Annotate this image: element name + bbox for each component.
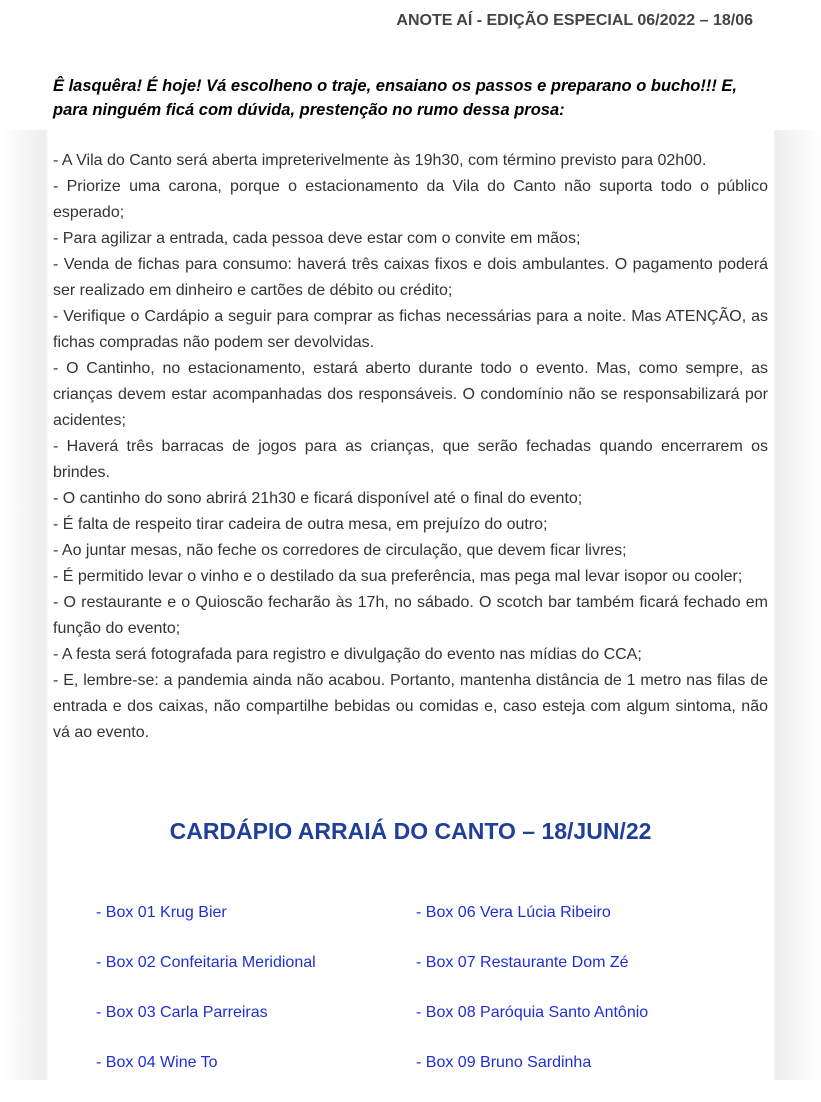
- menu-title: CARDÁPIO ARRAIÁ DO CANTO – 18/JUN/22: [169, 818, 652, 844]
- rule-item: - Para agilizar a entrada, cada pessoa deve estar com o convite em mãos;: [53, 230, 581, 247]
- rule-item: - O Cantinho, no estacionamento, estará aberto durante todo o evento. Mas, como sempre, as crianças devem estar acompanhadas dos responsáveis. O condomínio não se responsabilizará por acidentes;: [53, 360, 768, 429]
- rule-item: - E, lembre-se: a pandemia ainda não acabou. Portanto, mantenha distância de 1 metro nas filas de entrada e dos caixas, não compartilhe bebidas ou comidas e, caso esteja com algum sintoma, não vá ao evento.: [53, 672, 768, 741]
- rule-item: - O cantinho do sono abrirá 21h30 e ficará disponível até o final do evento;: [53, 490, 583, 507]
- menu-box-link[interactable]: - Box 02 Confeitaria Meridional: [96, 954, 316, 971]
- rule-item: - O restaurante e o Quioscão fecharão às 17h, no sábado. O scotch bar também ficará fechado em função do evento;: [53, 594, 768, 637]
- menu-column-right: [416, 902, 648, 1102]
- rule-item: - Ao juntar mesas, não feche os corredores de circulação, que devem ficar livres;: [53, 542, 627, 559]
- rule-item: - A festa será fotografada para registro e divulgação do evento nas mídias do CCA;: [53, 646, 642, 663]
- menu-box-link[interactable]: - Box 01 Krug Bier: [96, 904, 227, 921]
- rule-item: - Priorize uma carona, porque o estacionamento da Vila do Canto não suporta todo o público esperado;: [53, 178, 768, 221]
- rule-item: - A Vila do Canto será aberta impreterivelmente às 19h30, com término previsto para 02h00.: [53, 152, 707, 169]
- intro-text: Ê lasquêra! É hoje! Vá escolheno o traje, ensaiano os passos e preparano o bucho!!! E, para ninguém ficá com dúvida, prestenção no rumo dessa prosa:: [53, 77, 738, 119]
- menu-box-link[interactable]: - Box 06 Vera Lúcia Ribeiro: [416, 904, 611, 921]
- menu-box-link[interactable]: - Box 04 Wine To: [96, 1054, 218, 1071]
- menu-box-link[interactable]: - Box 03 Carla Parreiras: [96, 1004, 268, 1021]
- newsletter-page: [48, 0, 773, 1080]
- rules-list: [53, 148, 768, 746]
- rule-item: - Haverá três barracas de jogos para as crianças, que serão fechadas quando encerrarem os brindes.: [53, 438, 768, 481]
- menu-box-link[interactable]: - Box 09 Bruno Sardinha: [416, 1054, 592, 1071]
- rule-item: - É permitido levar o vinho e o destilado da sua preferência, mas pega mal levar isopor ou cooler;: [53, 568, 743, 585]
- menu-column-left: [96, 902, 316, 1102]
- rule-item: - É falta de respeito tirar cadeira de outra mesa, em prejuízo do outro;: [53, 516, 548, 533]
- rule-item: - Venda de fichas para consumo: haverá três caixas fixos e dois ambulantes. O pagamento poderá ser realizado em dinheiro e cartões de débito ou crédito;: [53, 256, 768, 299]
- rule-item: - Verifique o Cardápio a seguir para comprar as fichas necessárias para a noite. Mas ATENÇÃO, as fichas compradas não podem ser devolvidas.: [53, 308, 768, 351]
- menu-box-link[interactable]: - Box 07 Restaurante Dom Zé: [416, 954, 629, 971]
- edition-header: ANOTE AÍ - EDIÇÃO ESPECIAL 06/2022 – 18/06: [396, 12, 753, 29]
- menu-box-link[interactable]: - Box 08 Paróquia Santo Antônio: [416, 1004, 649, 1021]
